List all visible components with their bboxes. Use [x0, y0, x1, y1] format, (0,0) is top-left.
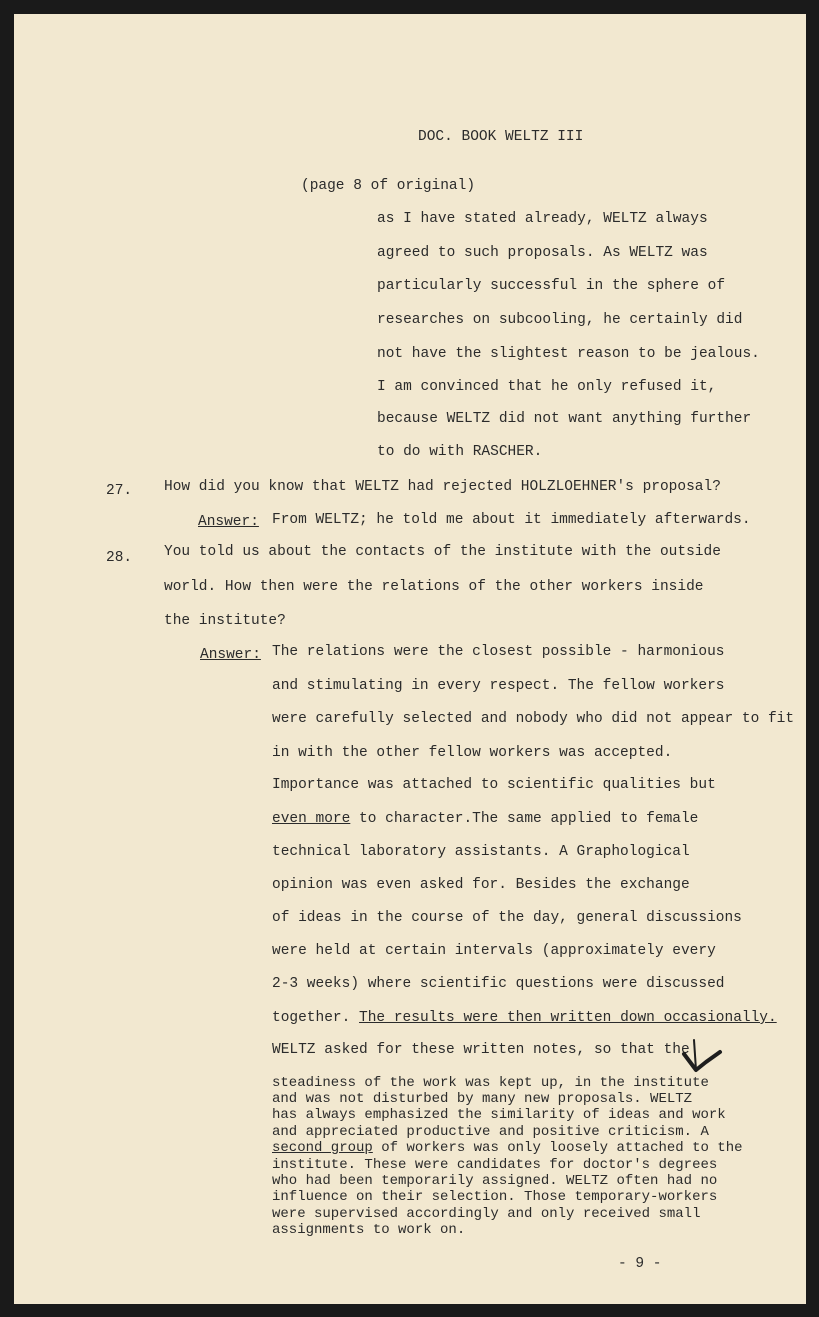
continuation-line: researches on subcooling, he certainly did: [377, 312, 743, 328]
continuation-line: as I have stated already, WELTZ always: [377, 211, 708, 227]
question-text: How did you know that WELTZ had rejected HOLZLOEHNER's proposal?: [164, 479, 721, 495]
continuation-line: to do with RASCHER.: [377, 444, 543, 460]
tight-line: institute. These were candidates for doctor's degrees: [272, 1157, 718, 1173]
tight-line: has always emphasized the similarity of ideas and work: [272, 1107, 726, 1123]
tight-line: [272, 1140, 743, 1157]
page-number: - 9 -: [618, 1256, 662, 1272]
continuation-line: not have the slightest reason to be jealous.: [377, 346, 760, 362]
question-line: the institute?: [164, 613, 286, 629]
question-number: 27.: [106, 483, 133, 499]
tight-line: assignments to work on.: [272, 1222, 466, 1238]
tight-line-rest: of workers was only loosely attached to the: [381, 1140, 743, 1156]
document-page: [14, 14, 806, 1304]
doc-reference: DOC. BOOK WELTZ III: [418, 129, 584, 145]
continuation-line: I am convinced that he only refused it,: [377, 379, 717, 395]
answer-line: were carefully selected and nobody who did not appear to fit: [272, 711, 795, 727]
answer-line: of ideas in the course of the day, general discussions: [272, 910, 742, 926]
tight-line: influence on their selection. Those temporary-workers: [272, 1189, 718, 1205]
tight-line: who had been temporarily assigned. WELTZ often had no: [272, 1173, 718, 1189]
tight-line: and was not disturbed by many new proposals. WELTZ: [272, 1091, 693, 1107]
question-line: world. How then were the relations of the other workers inside: [164, 579, 704, 595]
answer-line: [272, 812, 698, 827]
answer-line: 2-3 weeks) where scientific questions were discussed: [272, 976, 725, 992]
continuation-line: particularly successful in the sphere of: [377, 278, 726, 294]
answer-line: and stimulating in every respect. The fellow workers: [272, 678, 725, 694]
tight-line: were supervised accordingly and only received small: [272, 1206, 701, 1222]
answer-line: The relations were the closest possible - harmonious: [272, 644, 725, 660]
question-number: 28.: [106, 550, 133, 566]
answer-label: Answer:: [198, 514, 259, 530]
answer-text: From WELTZ; he told me about it immediately afterwards.: [272, 512, 751, 528]
answer-line: opinion was even asked for. Besides the exchange: [272, 877, 690, 893]
answer-label: Answer:: [200, 647, 261, 663]
page-of-original-note: (page 8 of original): [301, 178, 476, 194]
second-group-underlined: second group: [272, 1140, 373, 1156]
tight-line: and appreciated productive and positive criticism. A: [272, 1124, 709, 1140]
tight-line: steadiness of the work was kept up, in the institute: [272, 1075, 709, 1091]
handwritten-checkmark-icon: [676, 1032, 726, 1076]
even-more-underlined: even more: [272, 811, 351, 827]
continuation-line: because WELTZ did not want anything further: [377, 411, 752, 427]
question-line: You told us about the contacts of the institute with the outside: [164, 544, 721, 560]
answer-line-rest: to character.The same applied to female: [359, 811, 699, 827]
answer-line: in with the other fellow workers was accepted.: [272, 745, 673, 761]
answer-line: [272, 1011, 777, 1026]
answer-line: technical laboratory assistants. A Graphological: [272, 844, 690, 860]
continuation-line: agreed to such proposals. As WELTZ was: [377, 245, 708, 261]
answer-line: were held at certain intervals (approximately every: [272, 943, 716, 959]
results-underlined: The results were then written down occasionally.: [359, 1010, 777, 1026]
answer-line-start: together.: [272, 1010, 351, 1026]
answer-line: Importance was attached to scientific qualities but: [272, 777, 716, 793]
answer-line: WELTZ asked for these written notes, so that the: [272, 1042, 690, 1058]
